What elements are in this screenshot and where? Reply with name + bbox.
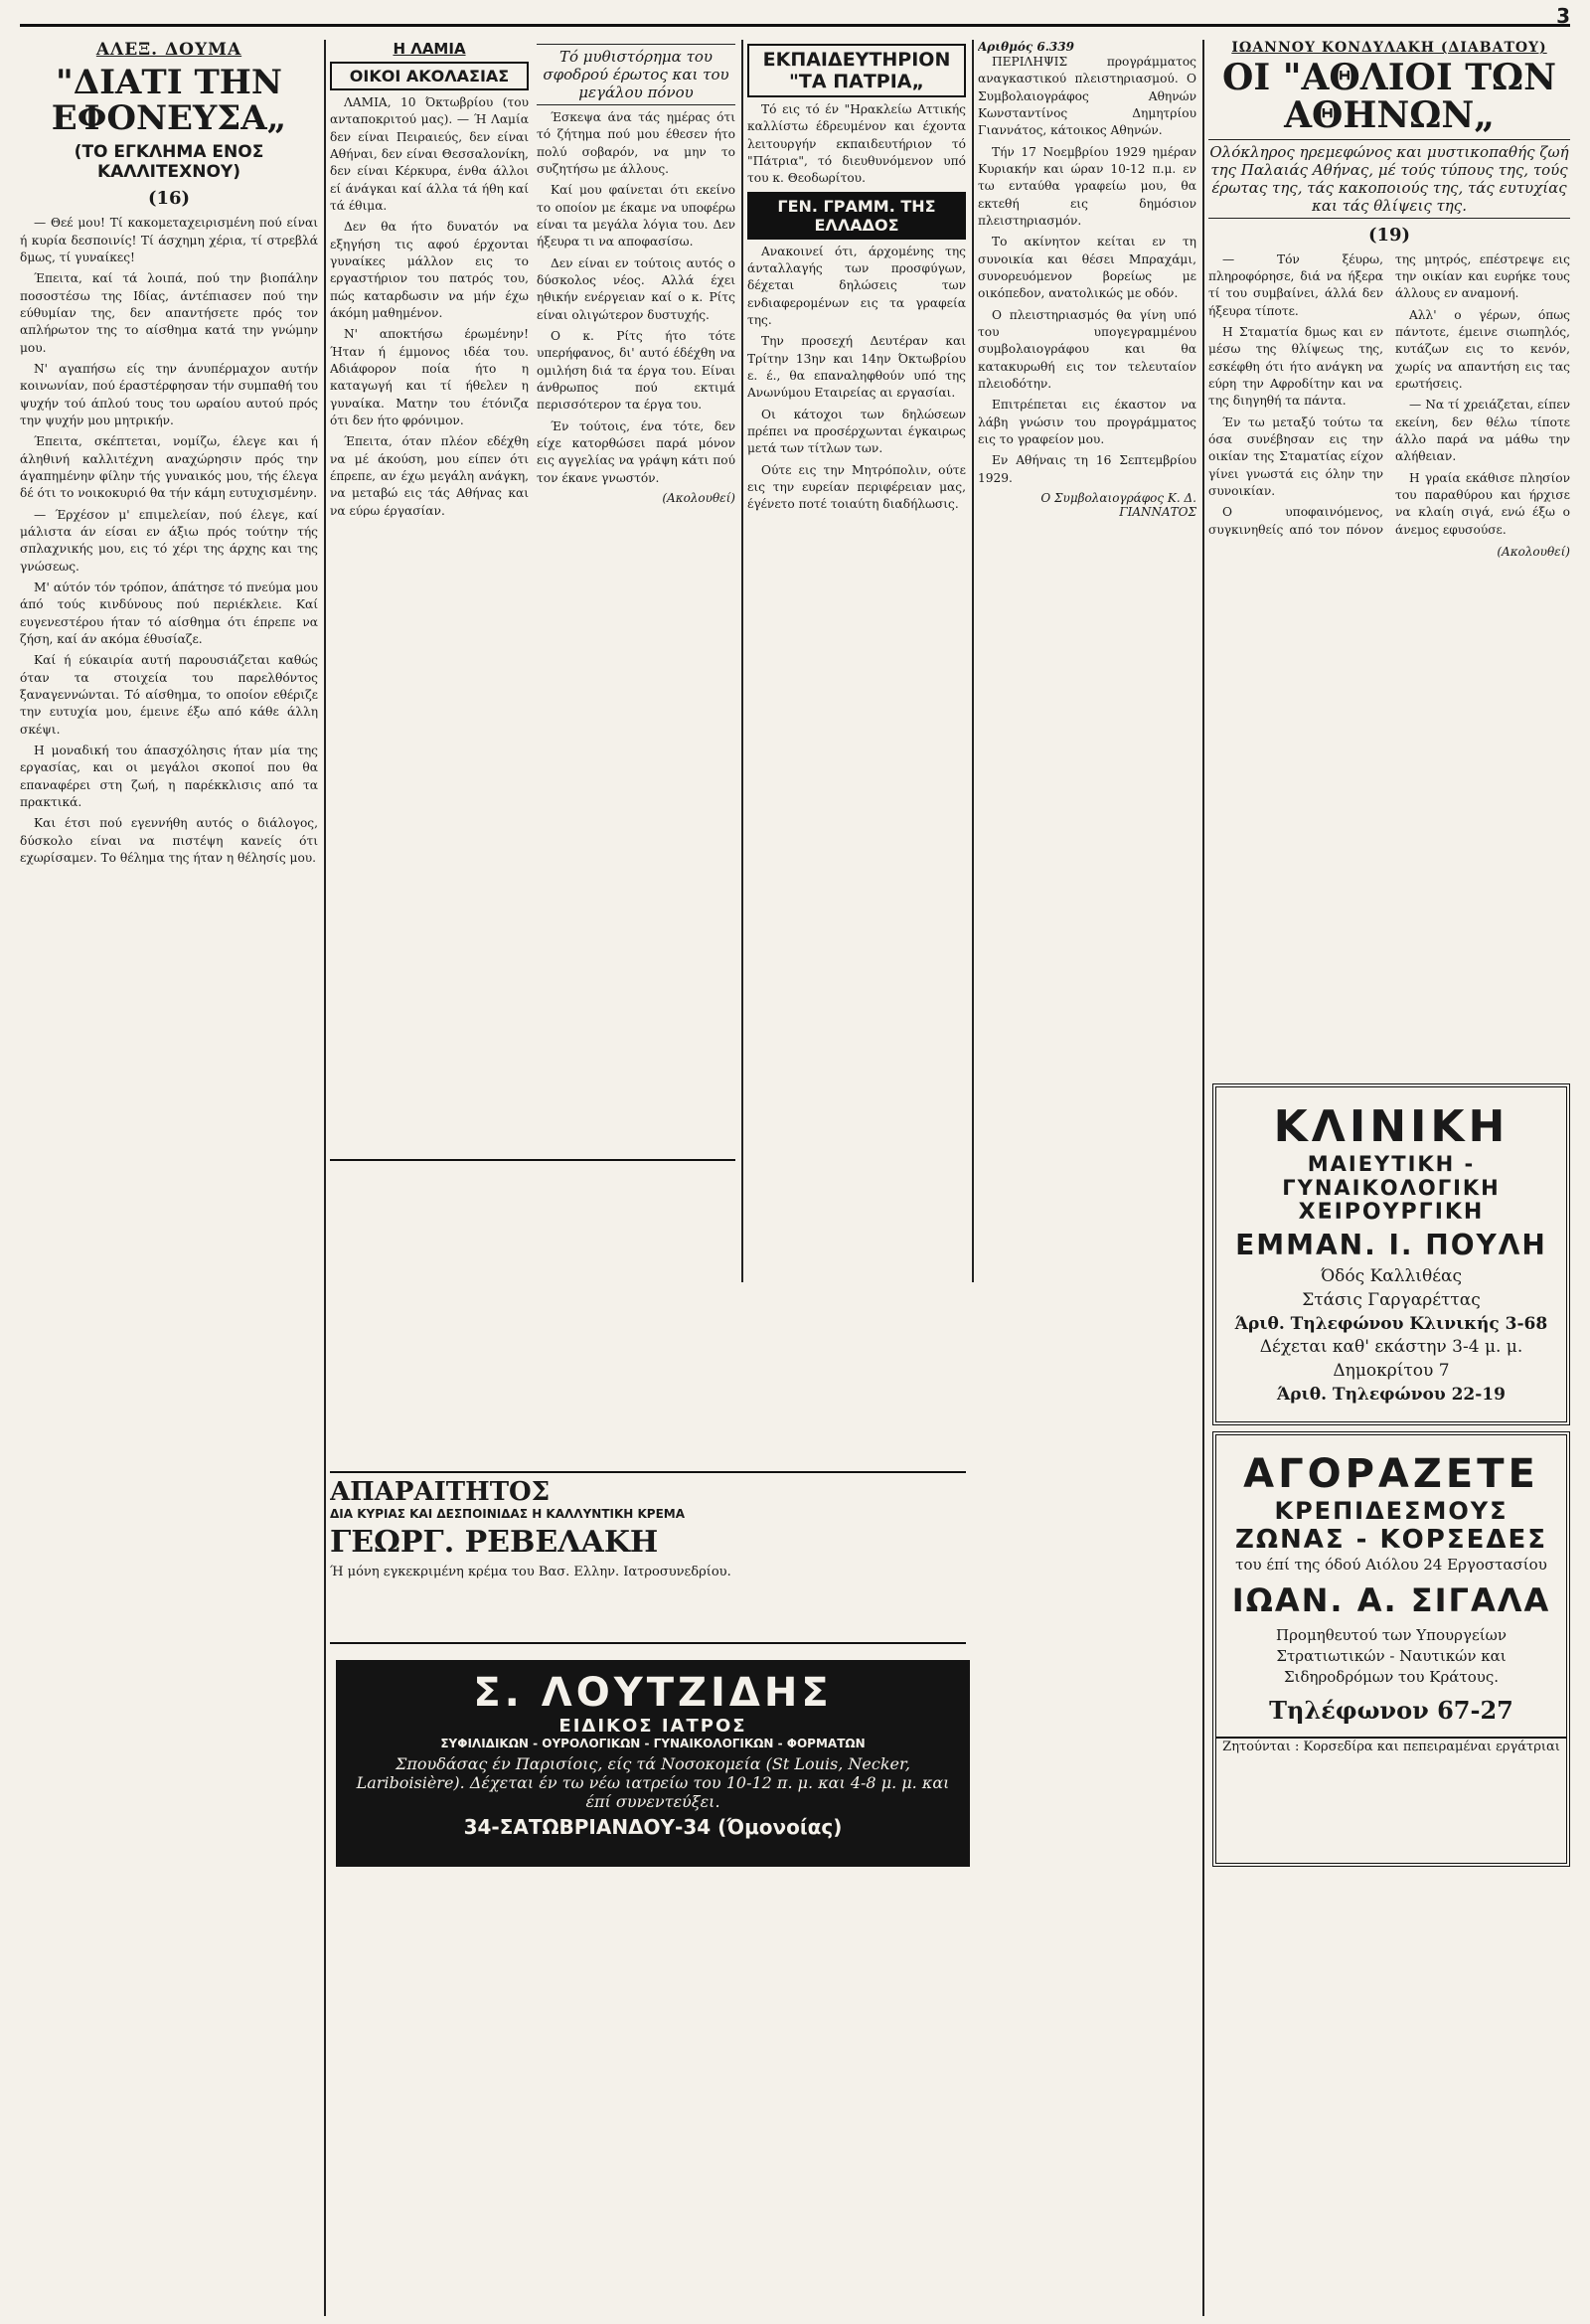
paragraph: Τήν 17 Νοεμβρίου 1929 ημέραν Κυριακήν και ώραν 10-12 π.μ. εν τω ενταύθα γραφείω μου, θα εκτεθή εις δημόσιον πλειστηριασμόν. — [978, 144, 1196, 228]
notice-body — [747, 244, 966, 514]
legal-notice-signature: Ο Συμβολαιογράφος Κ. Δ. ΓΙΑΝΝΑΤΟΣ — [1040, 490, 1196, 519]
corset-maker: ΙΩΑΝ. Α. ΣΙΓΑΛΑ — [1231, 1581, 1551, 1619]
clinic-owner: ΕΜΜΑΝ. Ι. ΠΟΥΛΗ — [1235, 1229, 1547, 1261]
paragraph: Το ακίνητον κείται εν τη συνοικία και θέσει Μπραχάμι, συνορευόμενον βορείως με οικόπεδον, ανατολικώς με οδόν. — [978, 235, 1196, 301]
clinic-type: ΧΕΙΡΟΥΡΓΙΚΗ — [1298, 1200, 1485, 1225]
column-2 — [330, 40, 529, 1143]
cream-head: ΑΠΑΡΑΙΤΗΤΟΣ — [330, 1477, 551, 1507]
paragraph: Ανακοινεί ότι, άρχομένης της άνταλλαγής των προσφύγων, δέχεται δηλώσεις των ενδιαφερομένων εις τα γραφεία της. — [747, 244, 966, 327]
doctor-name: Σ. ΛΟΥΤΖΙΔΗΣ — [473, 1670, 833, 1716]
clinic-advertisement — [1212, 1083, 1570, 1425]
column-divider — [1202, 40, 1204, 2316]
continued-note: (Ακολουθεί) — [662, 490, 735, 505]
column-2-lower — [330, 1153, 735, 1451]
doctor-address: 34-ΣΑΤΩΒΡΙΑΝΔΟΥ-34 (Όμονοίας) — [463, 1815, 843, 1839]
serial-headline: ΟΙ "ΑΘΛΙΟΙ ΤΩΝ ΑΘΗΝΩΝ„ — [1221, 57, 1557, 136]
clinic-phone-2: Άριθ. Τηλεφώνου 22-19 — [1277, 1384, 1506, 1405]
doctor-title: ΕΙΔΙΚΟΣ ΙΑΤΡΟΣ — [558, 1716, 747, 1737]
clinic-stop: Στάσις Γαργαρέττας — [1302, 1289, 1481, 1310]
clinic-street: Δημοκρίτου 7 — [1333, 1361, 1450, 1382]
article-subheadline: (ΤΟ ΕΓΚΛΗΜΑ ΕΝΟΣ ΚΑΛΛΙΤΕΧΝΟΥ) — [74, 142, 264, 183]
paragraph: Ο πλειστηριασμός θα γίνη υπό του υπογεγραμμένου συμβολαιογράφου και θα κατακυρωθή εις τον τελευταίον πλειοδότην. — [978, 307, 1196, 391]
serial-body — [1208, 251, 1570, 541]
article-kicker: ΑΛΕΞ. ΔΟΥΜΑ — [95, 40, 242, 60]
serial-continued: (Ακολουθεί) — [1497, 544, 1570, 559]
corset-text: Προμηθευτού των Υπουργείων Στρατιωτικών - Ναυτικών και Σιδηροδρόμων του Κράτους. — [1276, 1626, 1507, 1686]
page-number: 3 — [1556, 4, 1570, 28]
column-5 — [1208, 40, 1570, 1074]
serial-subheadline: Ολόκληρος ηρεμεφώνος και μυστικοπαθής ζωή της Παλαιάς Αθήνας, μέ τούς τύπους της, τούς έρωτας της, τάς κακοποιούς της, τάς ευτυχίας και τάς θλίψεις της. — [1208, 139, 1570, 219]
novel-body — [537, 109, 735, 487]
paragraph: Αλλ' ο γέρων, όπως πάντοτε, έμεινε σιωπηλός, κυτάζων εις το κενόν, χωρίς να απαντήση εις τας ερωτήσεις. — [1395, 307, 1570, 391]
corset-line-3: ΖΩΝΑΣ - ΚΟΡΣΕΔΕΣ — [1235, 1525, 1547, 1555]
corset-phone: Τηλέφωνον 67-27 — [1269, 1696, 1513, 1725]
serial-kicker: ΙΩΑΝΝΟΥ ΚΟΝΔΥΛΑΚΗ (ΔΙΑΒΑΤΟΥ) — [1231, 40, 1547, 56]
paragraph: — Έρχέσον μ' επιμελείαν, πού έλεγε, καί μάλιστα άν είσαι εν άξιω πρός τούτην τής σπλαχνικής μου, εις τό χέρι της άρχης και της γνώσεως. — [20, 507, 318, 574]
column-divider — [972, 40, 974, 1282]
article-body — [20, 215, 318, 867]
cream-advertisement — [330, 1471, 966, 1644]
clinic-address: Όδός Καλλιθέας — [1320, 1266, 1463, 1286]
school-intro: Τό εις τό έν "Ηρακλείω Αττικής καλλίστω έδρευμένον και έχοντα λειτουργήν εκπαιδευτήριον τό "Πάτρια", τό διευθυνόμενον υπό του κ. Θεοδωρίτου. — [747, 102, 966, 186]
section-body — [330, 94, 529, 520]
doctor-advertisement — [336, 1660, 970, 1867]
paragraph: — Θεέ μου! Τί κακομεταχειρισμένη πού είναι ή κυρία δεσποινίς! Τί άσχημη χέρια, τί στρεβλά δμως, τί γυναίκες! — [20, 216, 318, 265]
paragraph: Έσκεψα άνα τάς ημέρας ότι τό ζήτημα πού μου έθεσεν ήτο πολύ σοβαρόν, να μην το συζητήσω με άλλους. — [537, 110, 735, 176]
column-4 — [978, 40, 1196, 2316]
school-headline: ΕΚΠΑΙΔΕΥΤΗΡΙΟΝ "ΤΑ ΠΑΤΡΙΑ„ — [747, 44, 966, 97]
paragraph: Έν τούτοις, ένα τότε, δεν είχε κατορθώσει παρά μόνον εις αγγελίας να γράψη κάτι πού τον έκανε γνωστόν. — [537, 418, 735, 485]
column-2b — [537, 40, 735, 1143]
legal-notice-body — [978, 54, 1196, 487]
paragraph: Ν' αγαπήσω είς την άνυπέρμαχον αυτήν κοινωνίαν, πού έραστέρφησαν τήν συμπαθή του ψυχήν τού άπλού τους του ωραίου αυτού πρός την ψυχήν μου μητρικήν. — [20, 362, 318, 427]
paragraph: Η γραία εκάθισε πλησίον του παραθύρου και ήρχισε να κλαίη σιγά, ενώ έξω ο άνεμος εφυσούσε. — [1395, 470, 1570, 537]
cream-sub: ΔΙΑ ΚΥΡΙΑΣ ΚΑΙ ΔΕΣΠΟΙΝΙΔΑΣ Η ΚΑΛΛΥΝΤΙΚΗ ΚΡΕΜΑ — [330, 1507, 686, 1521]
paragraph: Δεν είναι εν τούτοις αυτός ο δύσκολος νέος. Αλλά έχει ηθικήν ενέργειαν καί ο κ. Ρίτς είναι ολιγώτερον δυστυχής. — [537, 255, 735, 322]
paragraph: ΠΕΡΙΛΗΨΙΣ προγράμματος αναγκαστικού πλειστηριασμού. Ο Συμβολαιογράφος Αθηνών Κωνσταντίνος Δημητρίου Γιαννάτος, κάτοικος Αθηνών. — [978, 55, 1196, 138]
paragraph: Εν Αθήναις τη 16 Σεπτεμβρίου 1929. — [978, 453, 1196, 485]
installment-number: (16) — [147, 188, 191, 210]
paragraph: Η μοναδική του άπασχόλησις ήταν μία της εργασίας, και οι μεγάλοι σκοποί που θα επαναφέρει στη ζωή, η παρέκκλισις από τα πρακτικά. — [20, 743, 318, 809]
paragraph: ΛΑΜΙΑ, 10 Όκτωβρίου (του ανταποκριτού μας). — Ή Λαμία δεν είναι Πειραιεύς, δεν είναι Αθήναι, δεν είναι Θεσσαλονίκη, δεν είναι Κέρκυρα, ένθα άλλοι εί άνάγκαι καί άλλα τά ήθη καί τά έθιμα. — [330, 95, 529, 213]
clinic-hours: Δέχεται καθ' εκάστην 3-4 μ. μ. — [1259, 1337, 1523, 1358]
section-headline: ΟΙΚΟΙ ΑΚΟΛΑΣΙΑΣ — [330, 62, 529, 90]
notice-headline: ΓΕΝ. ΓΡΑΜΜ. ΤΗΣ ΕΛΛΑΔΟΣ — [747, 192, 966, 240]
column-3 — [747, 40, 966, 1282]
paragraph: Η Σταματία δμως και εν μέσω της θλίψεως της, εσκέφθη ότι ήτο ανάγκη να εύρη την Αφροδίτην και να της διηγηθή τα πάντα. — [1208, 324, 1383, 409]
paragraph: Την προσεχή Δευτέραν και Τρίτην 13ην και 14ην Όκτωβρίου ε. έ., θα επαναληφθούν υπό της Ανωνύμου Εταιρείας αι εργασίαι. — [747, 334, 966, 401]
corset-line-2: ΚΡΕΠΙΔΕΣΜΟΥΣ — [1274, 1497, 1509, 1525]
section-kicker: Η ΛΑΜΙΑ — [393, 40, 466, 58]
paragraph: Έπειτα, σκέπτεται, νομίζω, έλεγε και ή άληθινή καλλιτέχνη αναχώρησιν πρός την άγαπημένην φίλην τής γυναικός μου, τής έλεγα δέ ότι το νοικοκυριό θα τήν κάμη ευτυχισμένην. — [20, 434, 318, 501]
top-rule — [20, 4, 1570, 28]
paragraph: Επιτρέπεται εις έκαστον να λάβη γνώσιν του προγράμματος εις το γραφείον μου. — [978, 398, 1196, 446]
paragraph: Ο κ. Ρίτς ήτο τότε υπερήφανος, δι' αυτό έδέχθη να ομιλήση διά τα έργα του. Είναι άνθρωπος πού εκτιμά περισσότερον τα έργα του. — [537, 328, 735, 413]
paragraph: Έν τω μεταξύ τούτω τα όσα συνέβησαν εις την οικίαν της Σταματίας είχον γίνει γνωστά εις όλην την συνοικίαν. — [1208, 415, 1383, 498]
corset-title: ΑΓΟΡΑΖΕΤΕ — [1243, 1451, 1539, 1497]
paragraph: Και έτσι πού εγεννήθη αυτός ο διάλογος, δύσκολο είναι να πιστέψη κανείς ότι εχωρίσαμεν. Το θέλημα της ήταν η θέλησίς μου. — [20, 816, 318, 865]
paragraph: Έπειτα, όταν πλέον εδέχθη να μέ άκούση, μου είπεν ότι έπρεπε, αν έχω μεγάλη ανάγκη, να μεταβώ εις τάς Αθήνας και να εύρω έργασίαν. — [330, 434, 529, 518]
novel-subheadline: Τό μυθιστόρημα του σφοδρού έρωτος και του μεγάλου πόνου — [537, 44, 735, 105]
article-headline: "ΔΙΑΤΙ ΤΗΝ ΕΦΟΝΕΥΣΑ„ — [51, 63, 287, 138]
paragraph: Καί ή εύκαιρία αυτή παρουσιάζεται καθώς όταν τα στοιχεία του παρελθόντος ξαναγεννώνται. Τό αίσθημα, το οποίον εθέριζε την ευτυχία μου, έμεινε έξω από κάθε άλλη σκέψι. — [20, 653, 318, 737]
legal-notice-number: Αριθμός 6.339 — [978, 40, 1074, 54]
paragraph: — Να τί χρειάζεται, είπεν εκείνη, δεν θέλω τίποτε άλλο παρά να μάθω την αλήθειαν. — [1395, 398, 1570, 464]
paragraph: Οι κάτοχοι των δηλώσεων πρέπει να προσέρχωνται έγκαιρως μετά των τίτλων των. — [747, 407, 966, 456]
clinic-title: ΚΛΙΝΙΚΗ — [1273, 1101, 1510, 1152]
paragraph: Ν' αποκτήσω έρωμένην! Ήταν ή έμμονος ιδέα του. Αδιάφορον ποία ήτο η καταγωγή και τί ήθελεν η γυναίκα. Ματην του έτόνιζα ότι δεν ήτο φρόνιμον. — [330, 327, 529, 427]
newspaper-page — [20, 4, 1570, 2314]
paragraph: Καί μου φαίνεται ότι εκείνο το οποίον με έκαμε να υποφέρω είναι τα μεγάλα λόγια του. Δεν ήξευρα τι να αποφασίσω. — [537, 183, 735, 249]
paragraph: Δεν θα ήτο δυνατόν να εξηγήση τις αφού έρχονται γυναίκες μάλλον εις το εργαστήριον του πατρός του, πώς καταρδωσιν να μήν έχω άκόμη μαθημένον. — [330, 220, 529, 320]
paragraph: — Τόν ξέυρω, πληροφόρησε, διά να ήξερα τί του συμβαίνει, άλλά δεν ήξευρα τίποτε. — [1208, 251, 1383, 318]
serial-installment: (19) — [1367, 224, 1411, 246]
paragraph: Έπειτα, καί τά λοιπά, πού την βιοπάλην ποσοστέσω της Ιδίας, άντέπιασεν πού την εύθυμίαν της, δεν απαντήσετε πρός τον απλήρωτον της το αίσθημα κατά την γνώμην μου. — [20, 271, 318, 355]
clinic-subtitle: ΜΑΙΕΥΤΙΚΗ - ΓΥΝΑΙΚΟΛΟΓΙΚΗ — [1282, 1152, 1501, 1200]
cream-maker: ΓΕΩΡΓ. ΡΕΒΕΛΑΚΗ — [330, 1525, 659, 1560]
paragraph: Ο υποφαινόμενος, συγκινηθείς από τον πόνον της μητρός, επέστρεψε εις την οικίαν και ευρήκε τους άλλους εν αναμονή. — [1208, 251, 1570, 537]
paragraph: Μ' αύτόν τόν τρόπον, άπάτησε τό πνεύμα μου άπό τούς κινδύνους πού περιέκλειε. Καί ευγενεστέρου ήταν τό αίσθημα ότι έπρεπε να ζήση, καί άν ακόμα έθυσίαζε. — [20, 580, 318, 646]
corset-advertisement — [1212, 1431, 1570, 1867]
clinic-phone: Άριθ. Τηλεφώνου Κλινικής 3-68 — [1234, 1313, 1548, 1334]
paragraph: Ούτε εις την Μητρόπολιν, ούτε εις την ευρείαν περιφέρειαν μας, έγένετο ποτέ τοιαύτη διαδήλωσις. — [747, 462, 966, 512]
doctor-text: Σπουδάσας έν Παρισίοις, είς τά Νοσοκομεία (St Louis, Necker, Lariboisière). Δέχεται έν τω νέω ιατρείω του 10-12 π. μ. και 4-8 μ. μ. και έπί συνεντεύξει. — [356, 1754, 950, 1811]
column-1 — [20, 40, 318, 2316]
bottom-text — [330, 1879, 966, 2296]
rule — [330, 1159, 735, 1161]
cream-text: Ή μόνη εγκεκριμένη κρέμα του Βασ. Ελλην. Ιατροσυνεδρίου. — [330, 1565, 731, 1579]
corset-footer: Ζητούνται : Κορσεδίρα και πεπειραμέναι εργάτριαι — [1216, 1737, 1566, 1756]
column-divider — [324, 40, 326, 2316]
column-divider — [741, 40, 743, 1282]
doctor-specialties: ΣΥΦΙΛΙΔΙΚΩΝ - ΟΥΡΟΛΟΓΙΚΩΝ - ΓΥΝΑΙΚΟΛΟΓΙΚΩΝ - ΦΟΡΜΑΤΩΝ — [440, 1737, 866, 1750]
corset-line-4: του έπί της όδού Αιόλου 24 Εργοστασίου — [1235, 1556, 1547, 1574]
